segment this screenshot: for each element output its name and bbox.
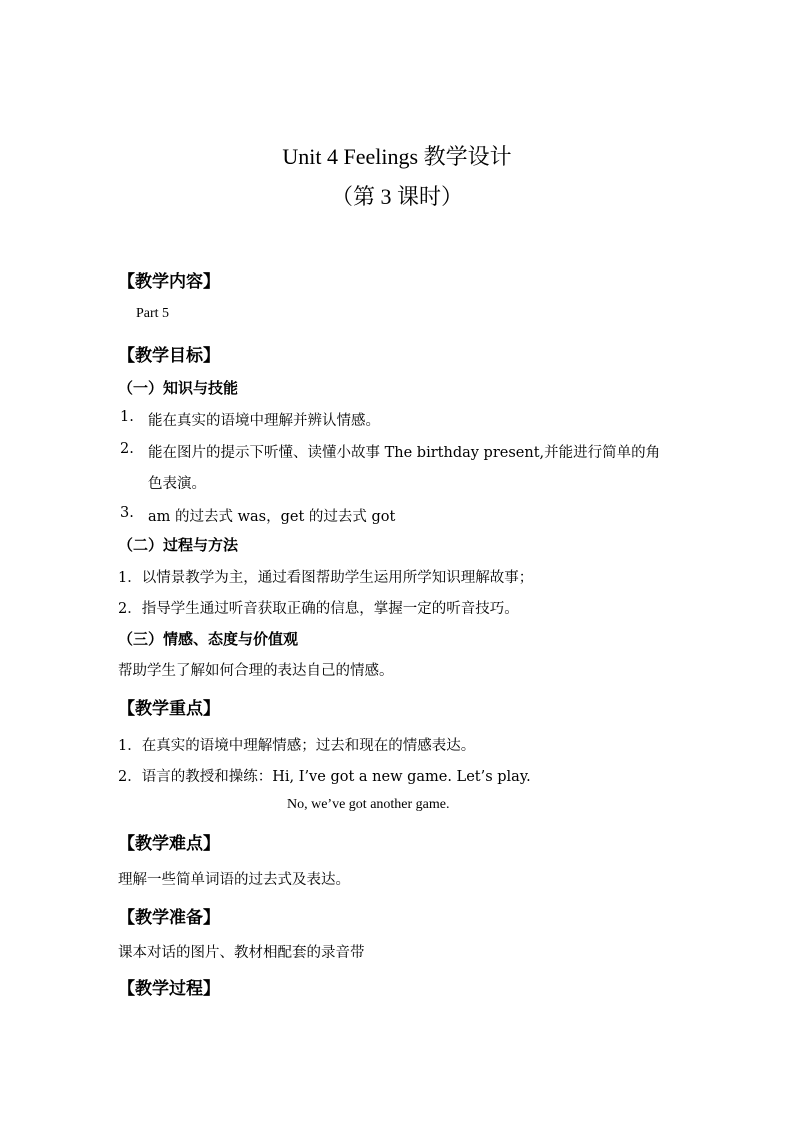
knowledge-item-3-num: 3. xyxy=(120,505,134,521)
content-heading: 【教学内容】 xyxy=(118,272,220,292)
procedure-heading: 【教学过程】 xyxy=(118,979,220,999)
key-point-1: 1．在真实的语境中理解情感；过去和现在的情感表达。 xyxy=(118,738,476,754)
preparation-heading: 【教学准备】 xyxy=(118,908,220,928)
key-points-heading: 【教学重点】 xyxy=(118,699,220,719)
difficulties-text: 理解一些简单词语的过去式及表达。 xyxy=(118,872,350,888)
attitude-text: 帮助学生了解如何合理的表达自己的情感。 xyxy=(118,663,394,679)
difficulties-heading: 【教学难点】 xyxy=(118,834,220,854)
knowledge-item-1: 能在真实的语境中理解并辨认情感。 xyxy=(148,413,380,429)
preparation-text: 课本对话的图片、教材相配套的录音带 xyxy=(118,945,365,961)
page-title: Unit 4 Feelings 教学设计 xyxy=(282,144,512,169)
knowledge-item-2-cont: 色表演。 xyxy=(148,476,206,492)
knowledge-item-3: am 的过去式 was，get 的过去式 got xyxy=(148,509,396,525)
page-subtitle: （第 3 课时） xyxy=(330,184,463,209)
knowledge-item-2: 能在图片的提示下听懂、读懂小故事 The birthday present,并能进行简单的角 xyxy=(148,445,661,461)
knowledge-heading: （一）知识与技能 xyxy=(118,379,239,397)
process-heading: （二）过程与方法 xyxy=(118,536,239,554)
objectives-heading: 【教学目标】 xyxy=(118,346,220,366)
key-point-2-cont: No, we’ve got another game. xyxy=(287,797,450,812)
process-item-2: 2．指导学生通过听音获取正确的信息，掌握一定的听音技巧。 xyxy=(118,601,519,617)
process-item-1: 1．以情景教学为主，通过看图帮助学生运用所学知识理解故事； xyxy=(118,570,534,586)
key-point-2: 2．语言的教授和操练：Hi, I’ve got a new game. Let’s play. xyxy=(118,769,531,785)
attitude-heading: （三）情感、态度与价值观 xyxy=(118,630,299,648)
content-text: Part 5 xyxy=(136,306,170,321)
knowledge-item-2-num: 2. xyxy=(120,441,134,457)
knowledge-item-1-num: 1. xyxy=(120,409,134,425)
